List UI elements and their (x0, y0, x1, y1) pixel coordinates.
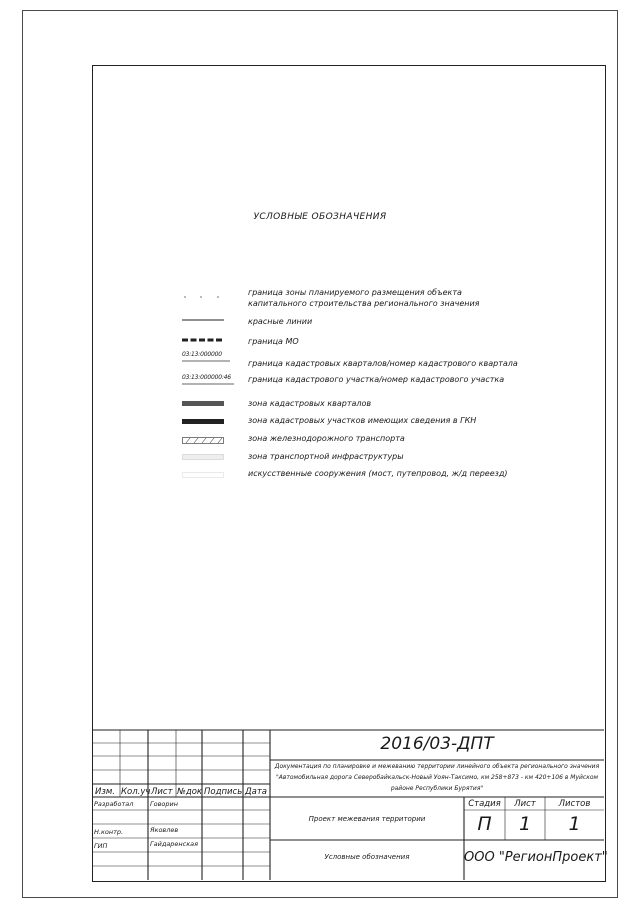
legend-label-quarters-zone: зона кадастровых кварталов (248, 399, 372, 408)
header-list: Лист (151, 787, 173, 797)
sheet-name: Условные обозначения (324, 853, 410, 861)
sheet-value: 1 (518, 813, 532, 835)
legend-label-cadastral-quarter: граница кадастровых кварталов/номер кадастрового квартала (248, 359, 518, 368)
header-podpis: Подпись (204, 787, 243, 797)
header-data: Дата (245, 787, 268, 797)
legend-label-planned-zone: граница зоны планируемого размещения объекта капитального строительства регионального значения (248, 288, 480, 308)
stage-label: Стадия (468, 799, 501, 809)
legend-label-transport-zone: зона транспортной инфраструктуры (248, 452, 404, 461)
legend-label-plots-zone: зона кадастровых участков имеющих сведения в ГКН (248, 416, 477, 425)
legend-label-red-lines: красные линии (248, 317, 313, 326)
header-izm: Изм. (95, 787, 115, 797)
stage-value: П (477, 813, 492, 835)
project-name: Проект межевания территории (308, 815, 426, 823)
role-developer: Разработал (94, 800, 134, 808)
sheets-value: 1 (568, 813, 581, 835)
symbol-label-quarter: 03:13:000000 (182, 351, 222, 358)
sheet-label: Лист (514, 799, 536, 809)
sheets-label: Листов (558, 799, 591, 809)
symbol-label-plot: 03:13:000000:46 (182, 374, 231, 381)
role-gip: ГИП (94, 842, 108, 850)
header-ndok: №док (177, 787, 203, 797)
header-kol-uch: Кол.уч (121, 787, 151, 797)
legend-label-cadastral-plot: граница кадастрового участка/номер кадастрового участка (248, 375, 505, 384)
legend-title: УСЛОВНЫЕ ОБОЗНАЧЕНИЯ (253, 212, 387, 222)
doc-code: 2016/03-ДПТ (380, 734, 494, 754)
name-norm-control: Яковлев (150, 826, 179, 834)
name-developer: Говорин (150, 800, 179, 808)
legend-label-mo-border: граница МО (248, 337, 299, 346)
company-name: ООО "РегионПроект" (464, 850, 608, 865)
name-gip: Гайдаренская (150, 840, 199, 848)
doc-description: Документация по планировке и межеванию территории линейного объекта регионального значения "Автомобильная дорога Северобайкальск-Новый Уоян-Таксимо, км 258+873 - км 420+106 в Муйском районе Республики Бурятия" (274, 763, 600, 792)
legend-label-railway-zone: зона железнодорожного транспорта (248, 434, 405, 443)
legend-label-structures: искусственные сооружения (мост, путепровод, ж/д переезд) (248, 469, 508, 478)
role-norm-control: Н.контр. (94, 828, 124, 836)
